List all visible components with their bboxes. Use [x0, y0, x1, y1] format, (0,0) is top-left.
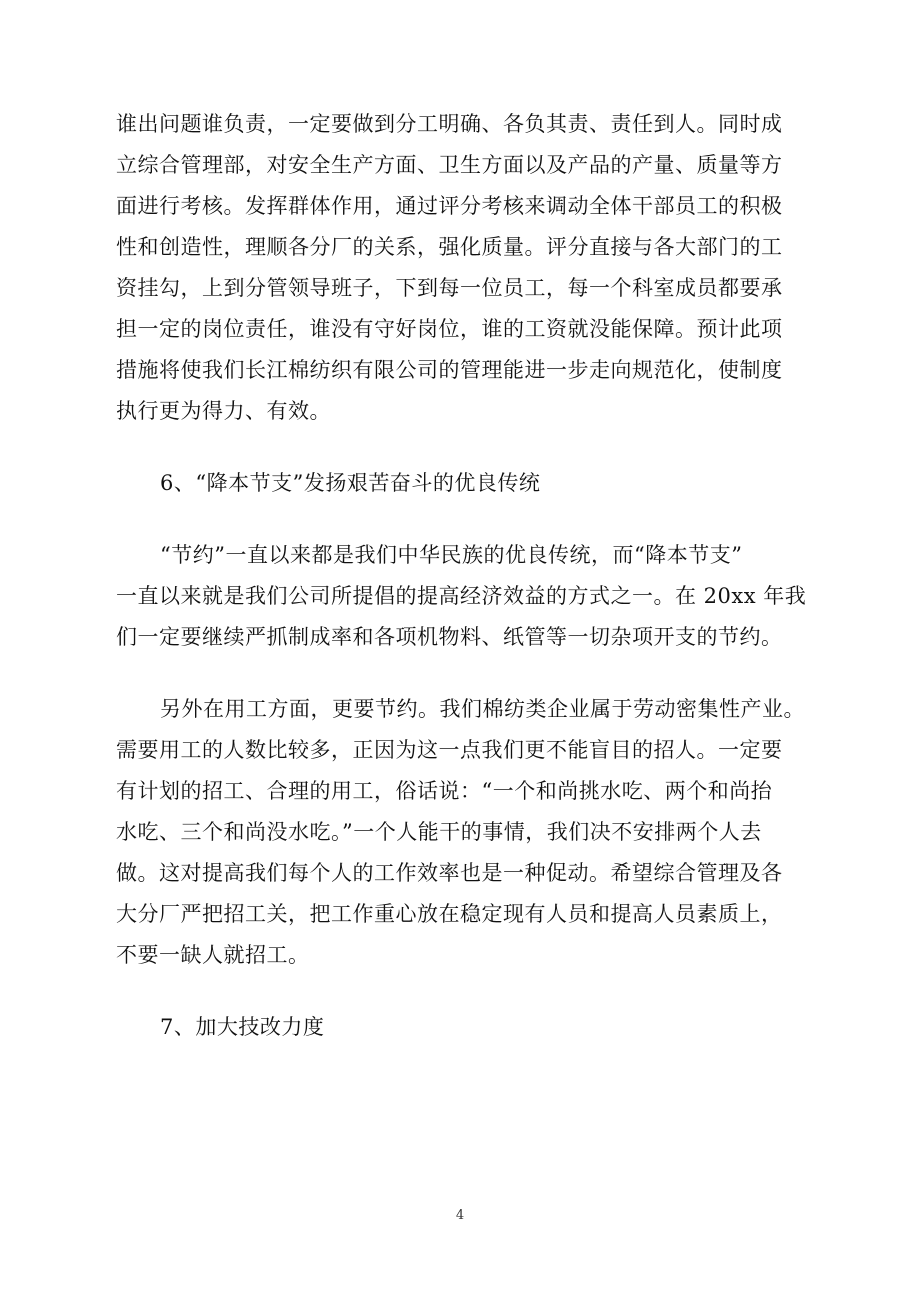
- paragraph-line: 大分厂严把招工关，把工作重心放在稳定现有人员和提高人员素质上，: [116, 902, 783, 926]
- paragraph-spacing: [116, 658, 816, 689]
- paragraph-line: 立综合管理部，对安全生产方面、卫生方面以及产品的产量、质量等方: [116, 153, 783, 177]
- paragraph-line: 性和创造性，理顺各分厂的关系，强化质量。评分直接与各大部门的工: [116, 235, 783, 259]
- paragraph-line: 执行更为得力、有效。: [116, 399, 331, 423]
- paragraph-management-assessment: [116, 104, 816, 432]
- section-heading-7: 7、加大技改力度: [160, 1015, 325, 1039]
- document-body: [116, 104, 816, 1048]
- paragraph-line: 不要一缺人就招工。: [116, 943, 310, 967]
- paragraph-line: 资挂勾，上到分管领导班子，下到每一位员工，每一个科室成员都要承: [116, 276, 783, 300]
- paragraph-line: 面进行考核。发挥群体作用，通过评分考核来调动全体干部员工的积极: [116, 194, 783, 218]
- paragraph-spacing: [116, 504, 816, 535]
- paragraph-line: 一直以来就是我们公司所提倡的提高经济效益的方式之一。在 20xx 年我: [116, 584, 807, 608]
- paragraph-line: 谁出问题谁负责，一定要做到分工明确、各负其责、责任到人。同时成: [116, 112, 783, 136]
- paragraph-line: 水吃、三个和尚没水吃。”一个人能干的事情，我们决不安排两个人去: [116, 820, 762, 844]
- paragraph-spacing: [116, 432, 816, 463]
- paragraph-line: “节约”一直以来都是我们中华民族的优良传统，而“降本节支”: [160, 543, 743, 567]
- paragraph-line: 有计划的招工、合理的用工，俗话说：“一个和尚挑水吃、两个和尚抬: [116, 779, 773, 803]
- section-heading-6: 6、“降本节支”发扬艰苦奋斗的优良传统: [160, 471, 541, 495]
- paragraph-labor-saving: [116, 689, 816, 976]
- page-number: 4: [455, 1208, 465, 1223]
- paragraph-line: 措施将使我们长江棉纺织有限公司的管理能进一步走向规范化，使制度: [116, 358, 783, 382]
- paragraph-line: 担一定的岗位责任，谁没有守好岗位，谁的工资就没能保障。预计此项: [116, 317, 783, 341]
- paragraph-line: 需要用工的人数比较多，正因为这一点我们更不能盲目的招人。一定要: [116, 738, 783, 762]
- paragraph-cost-saving: [116, 535, 816, 658]
- paragraph-line: 另外在用工方面，更要节约。我们棉纺类企业属于劳动密集性产业。: [160, 697, 805, 721]
- paragraph-line: 做。这对提高我们每个人的工作效率也是一种促动。希望综合管理及各: [116, 861, 783, 885]
- paragraph-spacing: [116, 976, 816, 1007]
- paragraph-line: 们一定要继续严抓制成率和各项机物料、纸管等一切杂项开支的节约。: [116, 625, 783, 649]
